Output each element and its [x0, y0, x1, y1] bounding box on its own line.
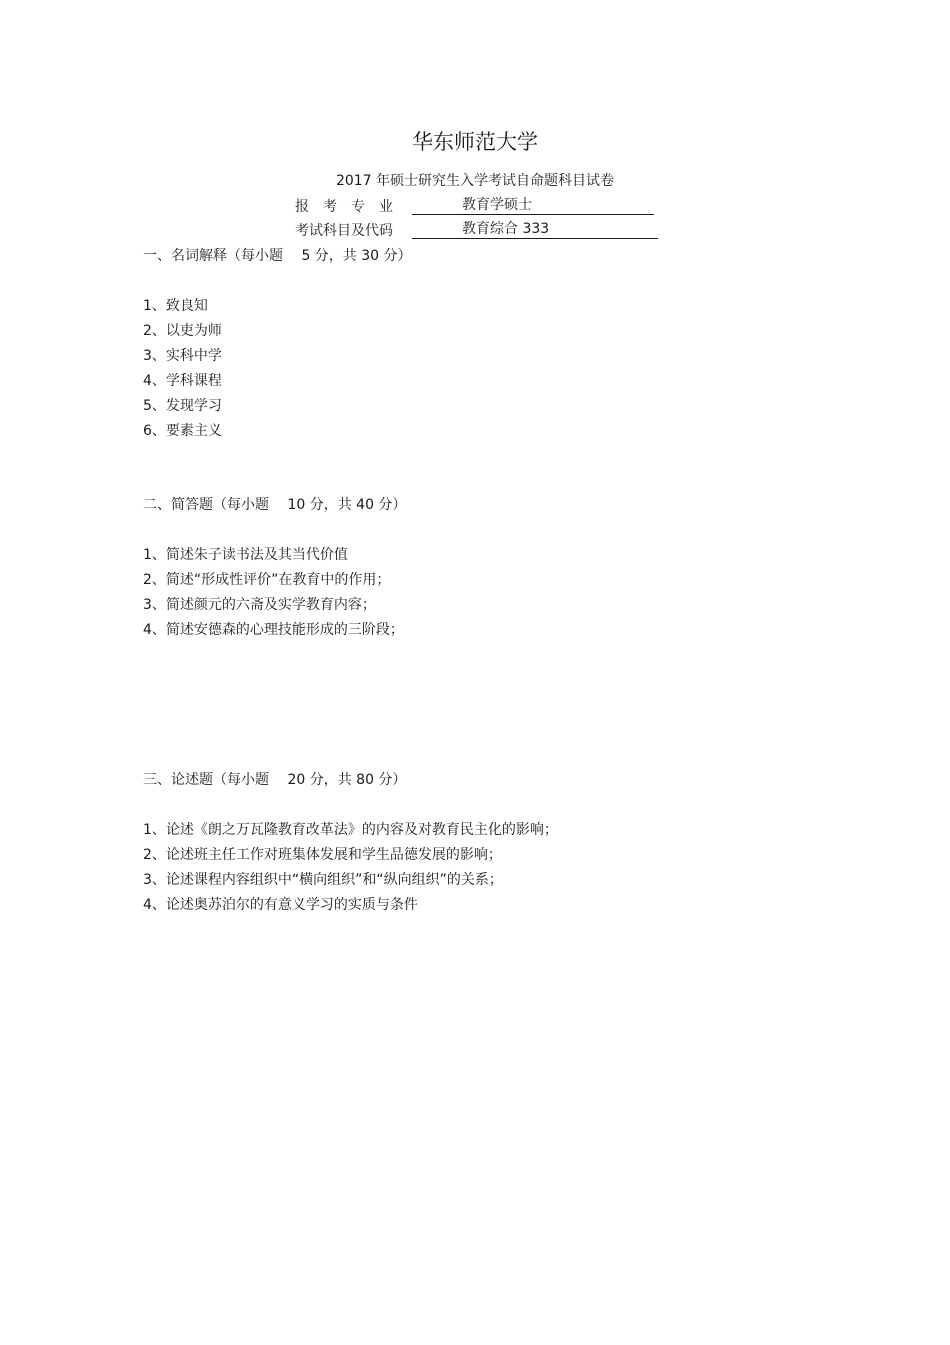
subject-field [412, 218, 658, 239]
section-1-item: 5、发现学习 [143, 398, 222, 414]
section-2-item: 2、简述“形成性评价”在教育中的作用； [143, 572, 391, 588]
university-title: 华东师范大学 [412, 130, 538, 154]
section-1-item: 3、实科中学 [143, 348, 222, 364]
subject-label: 考试科目及代码 [295, 223, 393, 239]
major-field [412, 194, 654, 215]
section-2-item: 3、简述颜元的六斋及实学教育内容； [143, 597, 376, 613]
section-1-item: 2、以吏为师 [143, 323, 222, 339]
subject-value: 教育综合 333 [462, 221, 550, 237]
section-2-item: 4、简述安德森的心理技能形成的三阶段； [143, 622, 404, 638]
section-1-item: 4、学科课程 [143, 373, 222, 389]
major-label: 报 考 专 业 [295, 199, 393, 215]
exam-title: 2017 年硕士研究生入学考试自命题科目试卷 [335, 173, 615, 189]
section-3-item: 2、论述班主任工作对班集体发展和学生品德发展的影响； [143, 847, 502, 863]
section-1-item: 6、要素主义 [143, 423, 222, 439]
section-2-heading: 二、简答题（每小题 10 分，共 40 分） [143, 497, 407, 513]
section-2-item: 1、简述朱子读书法及其当代价值 [143, 547, 348, 563]
major-value: 教育学硕士 [462, 197, 532, 213]
section-3-item: 1、论述《朗之万瓦隆教育改革法》的内容及对教育民主化的影响； [143, 822, 558, 838]
section-3-heading: 三、论述题（每小题 20 分，共 80 分） [143, 772, 407, 788]
section-1-heading: 一、名词解释（每小题 5 分，共 30 分） [143, 248, 412, 264]
section-1-item: 1、致良知 [143, 298, 208, 314]
section-3-item: 3、论述课程内容组织中“横向组织”和“纵向组织”的关系； [143, 872, 503, 888]
section-3-item: 4、论述奥苏泊尔的有意义学习的实质与条件 [143, 897, 418, 913]
